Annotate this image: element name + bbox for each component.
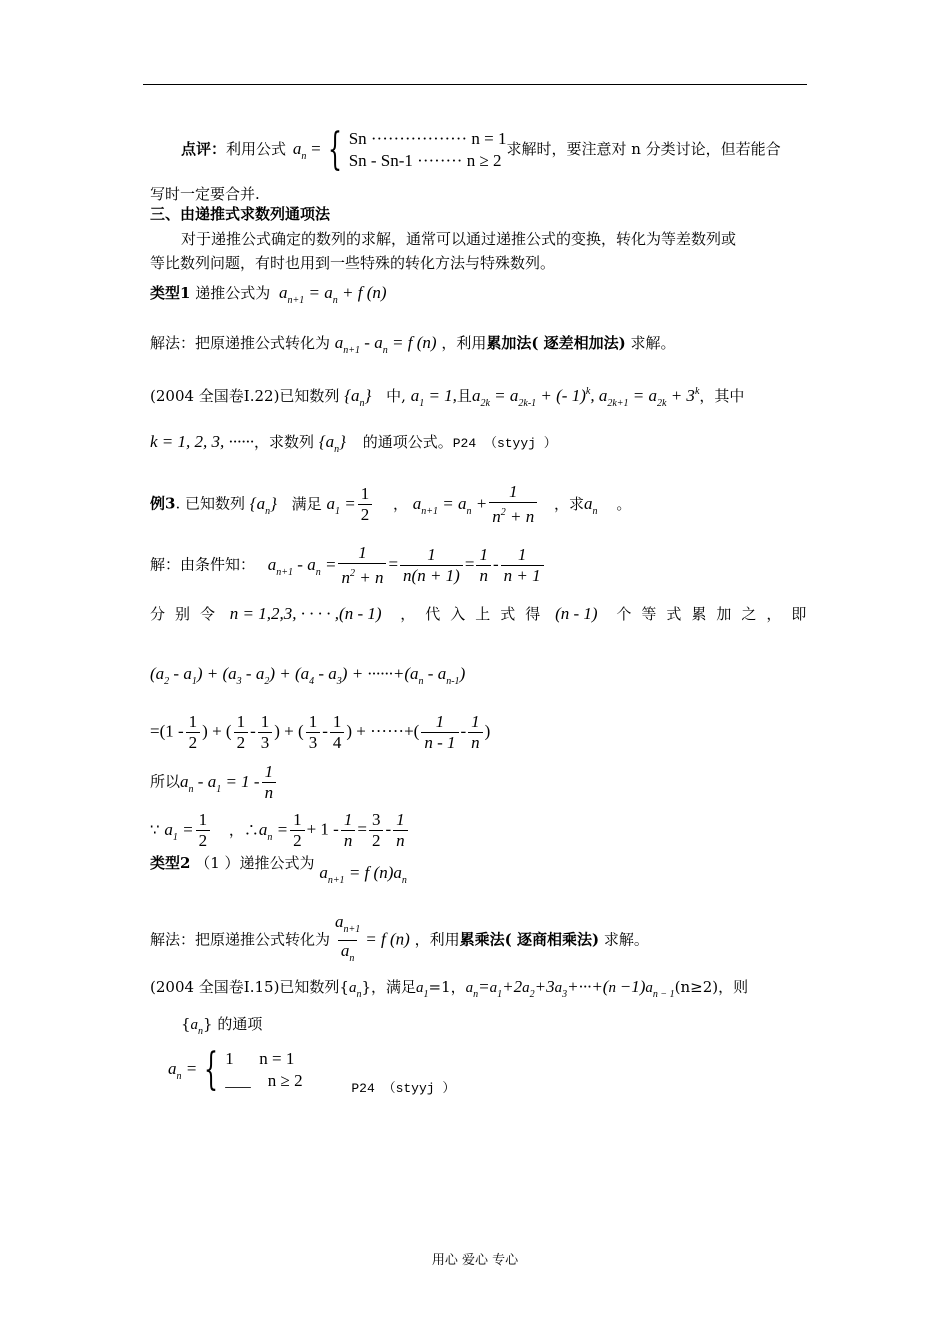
remark-label: 点评： bbox=[181, 140, 227, 158]
brace-icon: { bbox=[327, 124, 342, 175]
type1-text: 递推公式为 bbox=[195, 284, 271, 302]
remark-text-b: 求解时，要注意对 n 分类讨论，但若能合 bbox=[506, 140, 781, 158]
type2-case-2: ___ n ≥ 2 bbox=[225, 1071, 303, 1090]
type1-ex-cond: 且 bbox=[456, 387, 472, 405]
type2-label: 类型2 bbox=[150, 854, 191, 872]
type1-ex-line2b: 的通项公式。 bbox=[362, 433, 453, 451]
let-a: 分别令 bbox=[150, 605, 226, 623]
section-heading: 三、由递推式求数列通项法 bbox=[150, 205, 331, 223]
remark-case-1: Sn ················· n = 1 bbox=[348, 129, 507, 148]
type2-ex-c: (n≥2)，则 bbox=[674, 978, 749, 996]
type2-method-a: 解法：把原递推公式转化为 bbox=[150, 930, 331, 949]
type2-ex-a: }，满足 bbox=[361, 978, 417, 996]
because-label: ∵ bbox=[150, 820, 160, 839]
remark-line: 点评：利用公式 $a_n$ = { Sn ················· n = 1 Sn - Sn-1 ········ n ≥ 2 求解时，要注意对 n 分类讨论，但若能合 bbox=[181, 124, 781, 175]
page-footer: 用心 爱心 专心 bbox=[431, 1253, 519, 1268]
remark-line-2: 写时一定要合并. bbox=[150, 185, 260, 203]
remark-case-2: Sn - Sn-1 ········ n ≥ 2 bbox=[348, 151, 502, 170]
type2-example: (2004 全国卷I.15)已知数列$\{a_n\}$，满足$a_1=1$，$a_n=a_1+2a_2+3a_3+\cdot\cdot\cdot+(n -1)a_{n - 1}(n\ge 2)$，则 bbox=[150, 977, 749, 1000]
type1-ex-tail: ，其中 bbox=[699, 387, 745, 405]
header-rule bbox=[143, 84, 807, 85]
type1-method-bold: 累加法( 逐差相加法) bbox=[486, 334, 626, 352]
example3-text-d: ，求 bbox=[554, 494, 585, 513]
sum-line-1: $(a_2 - a_1) + (a_3 - a_2) + (a_4 - a_3) + \cdot\cdot\cdot\cdot\cdot\cdot+(a_n - a_{n-1})$ bbox=[150, 664, 466, 687]
let-b: ，代入上式得 bbox=[400, 605, 551, 623]
so-line: 所以$a_n - a_1 = 1$ - $\frac{1}{n}$ bbox=[150, 762, 278, 803]
type2-method: 解法：把原递推公式转化为 $\frac{a_{n+1}}{a_n}$ = f (n) ，利用累乘法( 逐商相乘法) 求解。 bbox=[150, 912, 649, 969]
solution-line: 解：由条件知： $a_{n+1} - a_n$ = $\frac{1}{n^2 + n}$ = $\frac{1}{n(n + 1)}$ = $\frac{1}{n}$ - $\frac{1}{n + 1}$ bbox=[150, 543, 546, 588]
type1-ex-source: (2004 全国卷I.22)已知数列 bbox=[150, 387, 340, 405]
example3-label: 例3 bbox=[150, 494, 176, 513]
brace-icon-2: { bbox=[204, 1044, 219, 1095]
remark-cases bbox=[349, 128, 507, 172]
sum-line-2: =(1 - $\frac{1}{2}$ ) + ( $\frac{1}{2}$ - $\frac{1}{3}$ ) + ( $\frac{1}{3}$ - $\frac{1}{4}$ ) + ······+( $\frac{1}{n - 1}$ - $\frac{1}{n}$ ) bbox=[150, 712, 491, 752]
section-para-2: 等比数列问题，有时也用到一些特殊的转化方法与特殊数列。 bbox=[150, 254, 556, 272]
type2-method-bold: 累乘法( 逐商相乘法) bbox=[459, 930, 600, 949]
example3-text-b: 满足 bbox=[291, 494, 322, 513]
section-para-1: 对于递推公式确定的数列的求解，通常可以通过递推公式的变换，转化为等差数列或 bbox=[181, 230, 737, 248]
type2-cases bbox=[225, 1048, 302, 1092]
type1-line: 类型1 递推公式为 $a_{n+1} = a_n + f$ (n) bbox=[150, 283, 387, 306]
type2-example-2: $\{a_n\}$ 的通项 bbox=[181, 1015, 263, 1037]
type2-case-1: 1 n = 1 bbox=[225, 1049, 295, 1068]
type1-method-b: ，利用 bbox=[441, 334, 487, 352]
type2-method-b: ，利用 bbox=[414, 930, 460, 949]
type1-label: 类型1 bbox=[150, 284, 191, 302]
type2-line: 类型2 （1 ）递推公式为 $a_{n+1} = f$ $(n)a_n$ bbox=[150, 854, 407, 886]
remark-text-a: 利用公式 bbox=[226, 140, 287, 158]
example3-line: 例3. 已知数列 $\{a_n\}$ 满足 $a_1$ = $\frac{1}{2}$ ， $a_{n+1} = a_n$ + $\frac{1}{n^2 + n}$ ，求$a_n$ 。 bbox=[150, 482, 632, 526]
type2-ex-ref: P24 （styyj ） bbox=[351, 1081, 456, 1096]
type1-method-a: 解法：把原递推公式转化为 bbox=[150, 334, 331, 352]
so-label: 所以 bbox=[150, 772, 181, 791]
type1-method: 解法：把原递推公式转化为 $a_{n+1} - a_n = f$ (n) ，利用累加法( 逐差相加法) 求解。 bbox=[150, 333, 676, 356]
type2-cases-line: $a_n$ = { 1 n = 1 ___ n ≥ 2 P24 （styyj ） bbox=[168, 1044, 456, 1096]
because-line: ∵ $a_1$ = $\frac{1}{2}$ ，$\therefore a_n$ = $\frac{1}{2}$ + 1 - $\frac{1}{n}$ = $\frac{3}{2}$ - $\frac{1}{n}$ bbox=[150, 810, 410, 851]
type2-ex-source: (2004 全国卷I.15)已知数列{ bbox=[150, 978, 349, 996]
therefore-label: ，∴ bbox=[228, 820, 259, 839]
type1-ex-mid: 中, bbox=[386, 387, 406, 405]
let-c: 个等式累加之，即 bbox=[616, 605, 817, 623]
type1-ex-ref: P24 （styyj ） bbox=[452, 436, 557, 451]
type1-example: (2004 全国卷I.22)已知数列 $\{a_n\}$ 中, $a_1 = 1$,且$a_{2k} = a_{2k-1}$ + (- 1)$^k$, $a_{2k+1} = a_{2k} + 3^k$，其中 bbox=[150, 386, 745, 409]
solution-label: 解：由条件知： bbox=[150, 555, 256, 574]
type1-ex-line2: ，求数列 bbox=[254, 433, 315, 451]
let-line: 分别令 n = 1,2,3, · · · · ,(n - 1) ，代入上式得 (n - 1) 个等式累加之，即 bbox=[150, 604, 817, 623]
type2-ex-b: =1， bbox=[428, 978, 466, 996]
example3-text-e: 。 bbox=[616, 494, 632, 513]
example3-text-a: . 已知数列 bbox=[175, 494, 245, 513]
type2-sub: （1 ）递推公式为 bbox=[195, 854, 315, 872]
type1-method-c: 求解。 bbox=[630, 334, 676, 352]
example3-text-c: ， bbox=[392, 494, 408, 513]
type2-ex-line2: } 的通项 bbox=[203, 1015, 263, 1033]
type1-example-2: k = 1, 2, 3, ······，求数列 $\{a_n\}$ 的通项公式。P24 （styyj ） bbox=[150, 432, 557, 455]
type2-method-c: 求解。 bbox=[603, 930, 649, 949]
